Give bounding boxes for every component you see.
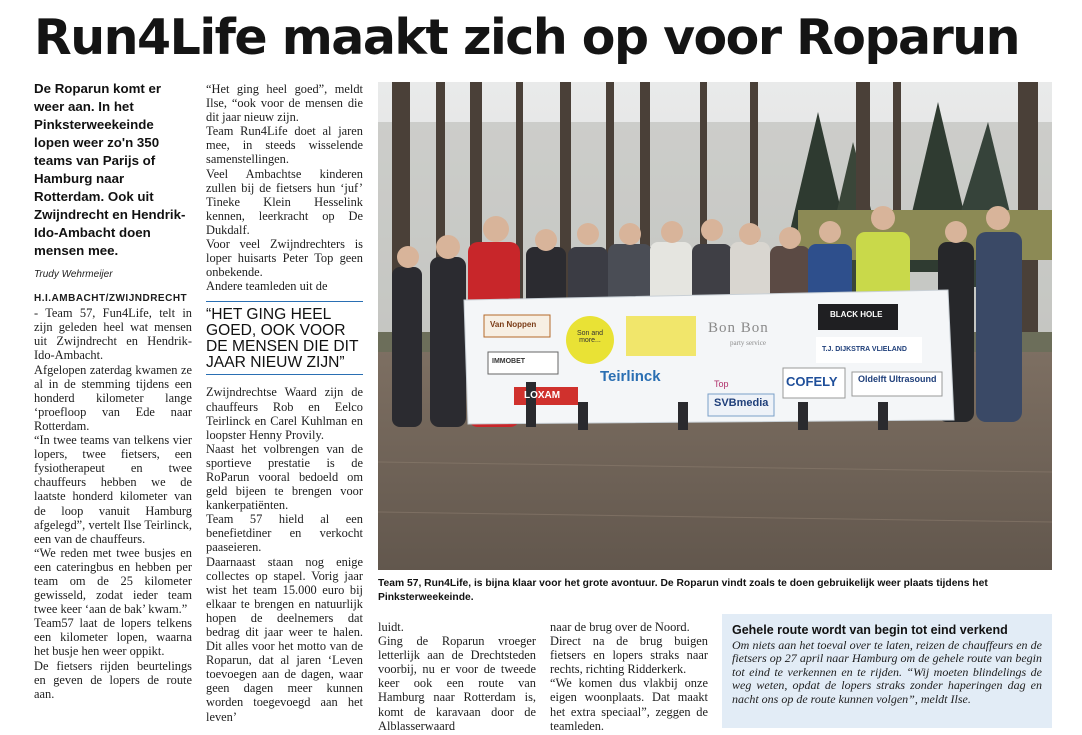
sponsor-cofely: COFELY [786,374,838,389]
team-photo [378,82,1052,570]
route-sidebar [722,614,1052,728]
sidebar-title: Gehele route wordt van begin tot eind verkend [732,623,1008,637]
sponsor-teirlinck: Teirlinck [600,368,661,385]
dateline: H.I.AMBACHT/ZWIJNDRECHT [34,293,188,305]
body-paragraph: Zwijndrechtse Waard zijn de chauffeurs Rob en Eelco Teirlinck en Carel Kuhlman en loopster Henny Provily. [206,385,363,442]
body-paragraph: Team Run4Life doet al jaren mee, in steeds wisselende samenstellingen. [206,124,363,167]
opening-text: - Team 57, Fun4Life, telt in zijn geleden heel wat mensen uit Zwijndrecht en Hendrik-Ido-Ambacht. [34,306,192,363]
pull-quote: “HET GING HEEL GOED, OOK VOOR DE MENSEN DIE DIT JAAR NIEUW ZIJN” [206,301,363,375]
body-paragraph: Team57 laat de lopers telkens een kilometer lopen, waarna het busje hen weer oppikt. [34,616,192,659]
body-paragraph: Voor veel Zwijndrechters is loper huisarts Peter Top geen onbekende. [206,237,363,280]
body-paragraph: Afgelopen zaterdag kwamen ze al in de stemming tijdens een honderd kilometer lange ‘proefloop van Ede naar Rotterdam. [34,362,192,433]
body-paragraph: De fietsers rijden beurtelings en geven de lopers de route aan. [34,658,192,701]
body-paragraph: Direct na de brug buigen fietsers en lopers straks naar rechts, richting Ridderkerk. [550,634,708,677]
body-paragraph: “Het ging heel goed”, meldt Ilse, “ook voor de mensen die dit jaar nieuw zijn. [206,82,363,125]
column-3 [378,620,536,733]
body-paragraph: Team 57 hield al een benefietdiner en verkocht paaseieren. [206,512,363,555]
body-paragraph: Ging de Roparun vroeger letterlijk aan de Drechtsteden voorbij, nu er voor de tweede keer ook een route van Hamburg naar Rotterdam is, komt de karavaan door de Alblasserwaard [378,634,536,733]
lead-paragraph: De Roparun komt er weer aan. In het Pinksterweekeinde lopen weer zo'n 350 teams van Parijs of Hamburg naar Rotterdam. Ook uit Zwijndrecht en Hendrik-Ido-Ambacht doen mensen mee. [34,81,186,258]
sponsor-loxam: LOXAM [524,390,561,401]
sponsor-dijkstra: T.J. DIJKSTRA VLIELAND [822,346,907,353]
body-paragraph: “We komen dus vlakbij onze eigen woonplaats. Dat maakt het extra speciaal”, zeggen de teamleden. [550,676,708,733]
body-paragraph: Veel Ambachtse kinderen zullen bij de fietsers hun ‘juf’ Tineke Klein Hesselink kennen, leerkracht op De Dukdalf. [206,166,363,237]
body-paragraph: Naast het volbrengen van de sportieve prestatie is de RoParun vooral bedoeld om geld bijeen te brengen voor kankerpatiënten. [206,441,363,513]
sponsor-van-noppen: Van Noppen [490,320,537,329]
sponsor-son-and-more: Son and more... [576,330,604,344]
sponsor-oldelft: Oldelft Ultrasound [858,374,937,384]
column-2 [206,82,363,724]
column-4 [550,620,708,733]
sponsor-immobet: IMMOBET [492,358,526,365]
sponsor-bon-bon: Bon Bon [708,320,769,336]
sponsor-black-hole: BLACK HOLE [830,310,883,319]
body-paragraph: Andere teamleden uit de [206,279,328,294]
sidebar-text: Om niets aan het toeval over te laten, reizen de chauffeurs en de fietsers op 27 april naar Hamburg om de gehele route van begin tot eind te verkennen en te rijden. “Wij moeten blindelings de weg weten, opdat de lopers straks zonder haperingen dag en nacht ons op de route kunnen volgen”, meldt Ilse. [732,638,1042,706]
headline: Run4Life maakt zich op voor Roparun [34,9,1020,66]
photo-caption: Team 57, Run4Life, is bijna klaar voor het grote avontuur. De Roparun vindt zoals te doen gebruikelijk weer plaats tijdens het Pinksterweekeinde. [378,578,988,603]
body-paragraph: “We reden met twee busjes en een cateringbus en hebben per team om de 25 kilometer gewisseld, zodat ieder team twee keer ‘aan de bak’ kwam.” [34,545,192,617]
sponsor-top: Top [714,379,729,389]
article-opening [34,290,192,362]
body-paragraph: “In twee teams van telkens vier lopers, twee fietsers, een fysiotherapeut en twee chauffeurs hebben we de laatste honderd kilometer van de loop vanuit Hamburg afgelegd”, vertelt Ilse Teirlinck, een van de chauffeurs. [34,433,192,546]
sponsor-party-service: party service [730,339,766,347]
byline: Trudy Wehrmeijer [34,269,113,280]
body-paragraph: luidt. [378,620,404,634]
column-1 [34,80,192,701]
sponsor-svbmedia: SVBmedia [714,397,769,409]
body-paragraph: Daarnaast staan nog enige collectes op stapel. Vorig jaar wist het team 15.000 euro bij elkaar te brengen en natuurlijk hopen de deelnemers dat bedrag dit jaar weer te halen. Dit alles voor het motto van de Roparun, dat al jaren ‘Leven toevoegen aan de dagen, waar geen dagen meer kunnen worden toegevoegd aan het leven’ [206,554,363,724]
body-paragraph: naar de brug over de Noord. [550,620,690,634]
